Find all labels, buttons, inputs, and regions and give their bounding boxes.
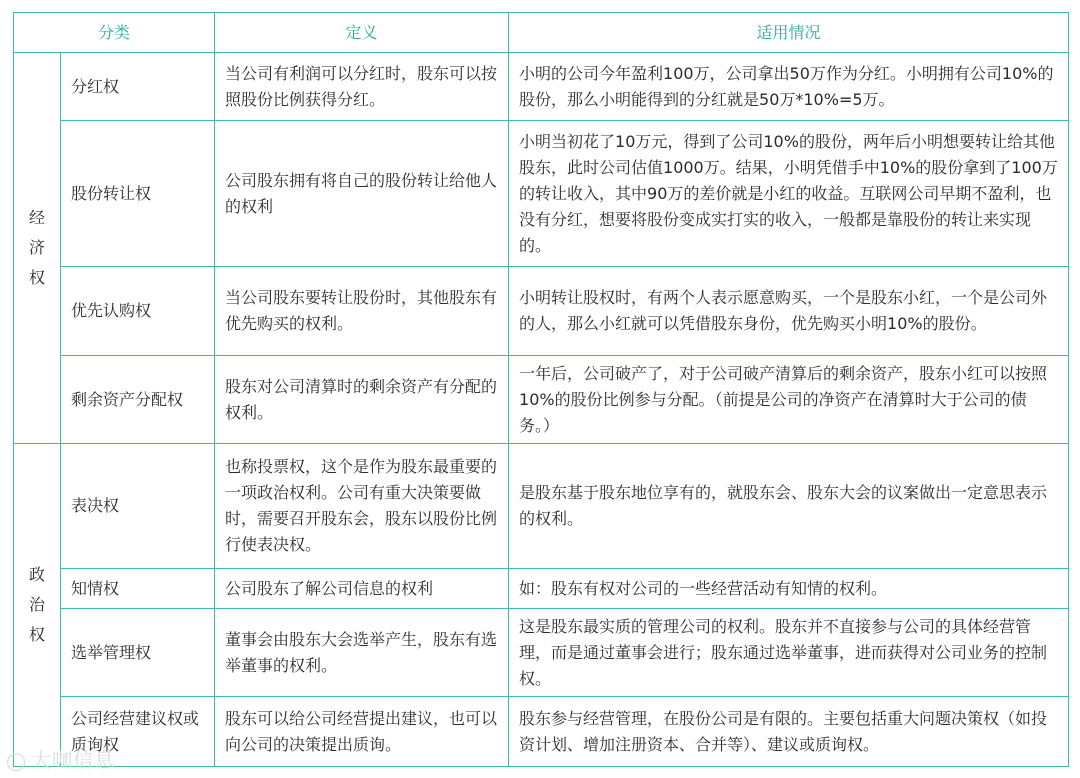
right-name: 分红权 <box>61 53 215 121</box>
right-name: 优先认购权 <box>61 267 215 356</box>
category-economic <box>14 53 61 444</box>
category-political <box>14 444 61 767</box>
table-row <box>14 53 1069 121</box>
header-definition: 定义 <box>215 13 509 53</box>
right-name: 选举管理权 <box>61 609 215 697</box>
right-definition: 股东对公司清算时的剩余资产有分配的权利。 <box>215 356 509 444</box>
right-name: 知情权 <box>61 569 215 609</box>
right-usage: 是股东基于股东地位享有的，就股东会、股东大会的议案做出一定意思表示的权利。 <box>509 444 1069 569</box>
header-category: 分类 <box>14 13 215 53</box>
right-definition: 当公司股东要转让股份时，其他股东有优先购买的权利。 <box>215 267 509 356</box>
watermark-text: 大咖信息 <box>31 748 116 772</box>
right-definition: 也称投票权，这个是作为股东最重要的一项政治权利。公司有重大决策要做时，需要召开股东会，股东以股份比例行使表决权。 <box>215 444 509 569</box>
category-label: 政治权 <box>28 565 45 644</box>
table-row <box>14 569 1069 609</box>
right-definition: 董事会由股东大会选举产生，股东有选举董事的权利。 <box>215 609 509 697</box>
table-row <box>14 697 1069 767</box>
right-definition: 当公司有利润可以分红时，股东可以按照股份比例获得分红。 <box>215 53 509 121</box>
table-row <box>14 121 1069 267</box>
shareholder-rights-table <box>13 12 1069 767</box>
right-name: 表决权 <box>61 444 215 569</box>
right-usage: 如：股东有权对公司的一些经营活动有知情的权利。 <box>509 569 1069 609</box>
table-row <box>14 356 1069 444</box>
right-usage: 股东参与经营管理，在股份公司是有限的。主要包括重大问题决策权（如投资计划、增加注册资本、合并等）、建议或质询权。 <box>509 697 1069 767</box>
header-row <box>14 13 1069 53</box>
right-name: 剩余资产分配权 <box>61 356 215 444</box>
right-usage: 这是股东最实质的管理公司的权利。股东并不直接参与公司的具体经营管理，而是通过董事会进行；股东通过选举董事，进而获得对公司业务的控制权。 <box>509 609 1069 697</box>
right-usage: 小明转让股权时，有两个人表示愿意购买，一个是股东小红，一个是公司外的人，那么小红就可以凭借股东身份，优先购买小明10%的股份。 <box>509 267 1069 356</box>
watermark-logo-icon: ◯ <box>6 751 28 772</box>
table-row <box>14 444 1069 569</box>
table-row <box>14 267 1069 356</box>
category-label: 经济权 <box>28 208 45 287</box>
right-usage: 一年后，公司破产了，对于公司破产清算后的剩余资产，股东小红可以按照10%的股份比例参与分配。（前提是公司的净资产在清算时大于公司的债务。） <box>509 356 1069 444</box>
watermark <box>6 744 115 773</box>
right-definition: 公司股东了解公司信息的权利 <box>215 569 509 609</box>
right-name: 股份转让权 <box>61 121 215 267</box>
right-usage: 小明的公司今年盈利100万，公司拿出50万作为分红。小明拥有公司10%的股份，那么小明能得到的分红就是50万*10%=5万。 <box>509 53 1069 121</box>
right-definition: 公司股东拥有将自己的股份转让给他人的权利 <box>215 121 509 267</box>
right-usage: 小明当初花了10万元，得到了公司10%的股份，两年后小明想要转让给其他股东，此时公司估值1000万。结果，小明凭借手中10%的股份拿到了100万的转让收入，其中90万的差价就是小红的收益。互联网公司早期不盈利，也没有分红，想要将股份变成实打实的收入，一般都是靠股份的转让来实现的。 <box>509 121 1069 267</box>
right-name: 公司经营建议权或质询权 <box>61 697 215 767</box>
header-usage: 适用情况 <box>509 13 1069 53</box>
table-row <box>14 609 1069 697</box>
right-definition: 股东可以给公司经营提出建议，也可以向公司的决策提出质询。 <box>215 697 509 767</box>
